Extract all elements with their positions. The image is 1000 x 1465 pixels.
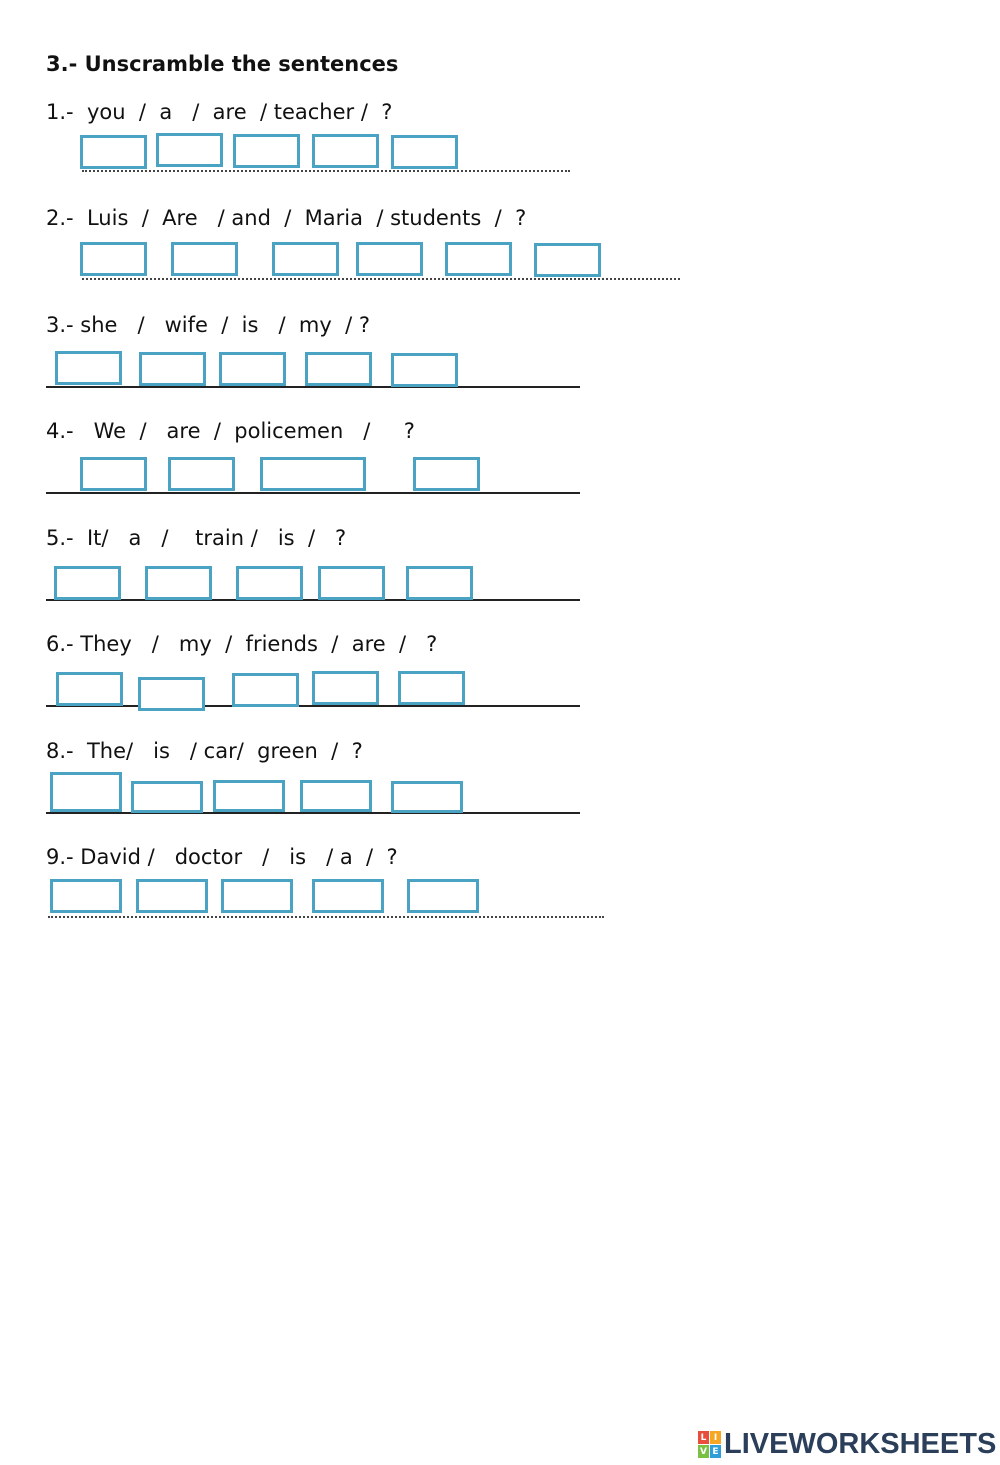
exercise-9-answer-box-2[interactable] — [136, 879, 208, 913]
exercise-5-answer-box-4[interactable] — [318, 566, 385, 600]
exercise-8-answer-box-4[interactable] — [300, 780, 372, 812]
exercise-8-prompt: 8.- The/ is / car/ green / ? — [46, 739, 363, 763]
exercise-3-answer-box-3[interactable] — [219, 352, 286, 386]
exercise-6-answer-line — [46, 705, 580, 707]
logo-icon-letter-l: L — [698, 1431, 709, 1444]
exercise-4-prompt: 4.- We / are / policemen / ? — [46, 419, 415, 443]
exercise-9-prompt: 9.- David / doctor / is / a / ? — [46, 845, 398, 869]
exercise-9-answer-box-5[interactable] — [407, 879, 479, 913]
exercise-2-answer-box-4[interactable] — [356, 242, 423, 276]
exercise-9-answer-box-3[interactable] — [221, 879, 293, 913]
exercise-1-prompt: 1.- you / a / are / teacher / ? — [46, 100, 393, 124]
exercise-6-answer-box-5[interactable] — [398, 671, 465, 705]
exercise-8-answer-box-3[interactable] — [213, 780, 285, 812]
exercise-4-answer-line — [46, 492, 580, 494]
exercise-8-answer-box-5[interactable] — [391, 781, 463, 813]
exercise-6-answer-box-2[interactable] — [138, 677, 205, 711]
exercise-3-answer-box-1[interactable] — [55, 351, 122, 385]
exercise-2-answer-box-2[interactable] — [171, 242, 238, 276]
exercise-1-answer-box-3[interactable] — [233, 134, 300, 168]
logo-icon-letter-i: I — [710, 1431, 721, 1444]
exercise-1-answer-box-1[interactable] — [80, 135, 147, 169]
exercise-9-answer-box-1[interactable] — [50, 879, 122, 913]
exercise-3-answer-box-2[interactable] — [139, 352, 206, 386]
exercise-6-prompt: 6.- They / my / friends / are / ? — [46, 632, 438, 656]
exercise-1-answer-box-5[interactable] — [391, 135, 458, 169]
exercise-8-answer-box-2[interactable] — [131, 781, 203, 813]
exercise-1-answer-line — [82, 170, 570, 172]
exercise-2-prompt: 2.- Luis / Are / and / Maria / students / ? — [46, 206, 527, 230]
exercise-5-answer-box-2[interactable] — [145, 566, 212, 600]
exercise-9-answer-box-4[interactable] — [312, 879, 384, 913]
exercise-2-answer-box-1[interactable] — [80, 242, 147, 276]
exercise-2-answer-box-3[interactable] — [272, 242, 339, 276]
exercise-5-answer-box-1[interactable] — [54, 566, 121, 600]
exercise-8-answer-line — [46, 812, 580, 814]
liveworksheets-logo — [698, 1428, 996, 1461]
exercise-3-answer-box-4[interactable] — [305, 352, 372, 386]
logo-icon-letter-e: E — [710, 1445, 721, 1458]
exercise-3-answer-line — [46, 386, 580, 388]
exercise-4-answer-box-2[interactable] — [168, 457, 235, 491]
heading: 3.- Unscramble the sentences — [46, 52, 399, 76]
exercise-2-answer-box-5[interactable] — [445, 242, 512, 276]
exercise-4-answer-box-4[interactable] — [413, 457, 480, 491]
exercise-2-answer-line — [82, 278, 680, 280]
exercise-4-answer-box-1[interactable] — [80, 457, 147, 491]
liveworksheets-logo-icon — [698, 1431, 721, 1458]
exercise-3-prompt: 3.- she / wife / is / my / ? — [46, 313, 371, 337]
exercise-4-answer-box-3[interactable] — [260, 457, 366, 491]
exercise-5-answer-box-3[interactable] — [236, 566, 303, 600]
exercise-1-answer-box-4[interactable] — [312, 134, 379, 168]
exercise-3-answer-box-5[interactable] — [391, 353, 458, 387]
exercise-6-answer-box-3[interactable] — [232, 673, 299, 707]
exercise-5-answer-box-5[interactable] — [406, 566, 473, 600]
exercise-1-answer-box-2[interactable] — [156, 133, 223, 167]
liveworksheets-logo-text: LIVEWORKSHEETS — [724, 1428, 997, 1460]
exercise-2-answer-box-6[interactable] — [534, 243, 601, 277]
exercise-6-answer-box-4[interactable] — [312, 671, 379, 705]
exercise-5-answer-line — [46, 599, 580, 601]
logo-icon-letter-v: V — [698, 1445, 709, 1458]
exercise-6-answer-box-1[interactable] — [56, 672, 123, 706]
exercise-8-answer-box-1[interactable] — [50, 772, 122, 812]
exercise-5-prompt: 5.- It/ a / train / is / ? — [46, 526, 347, 550]
exercise-9-answer-line — [48, 916, 604, 918]
